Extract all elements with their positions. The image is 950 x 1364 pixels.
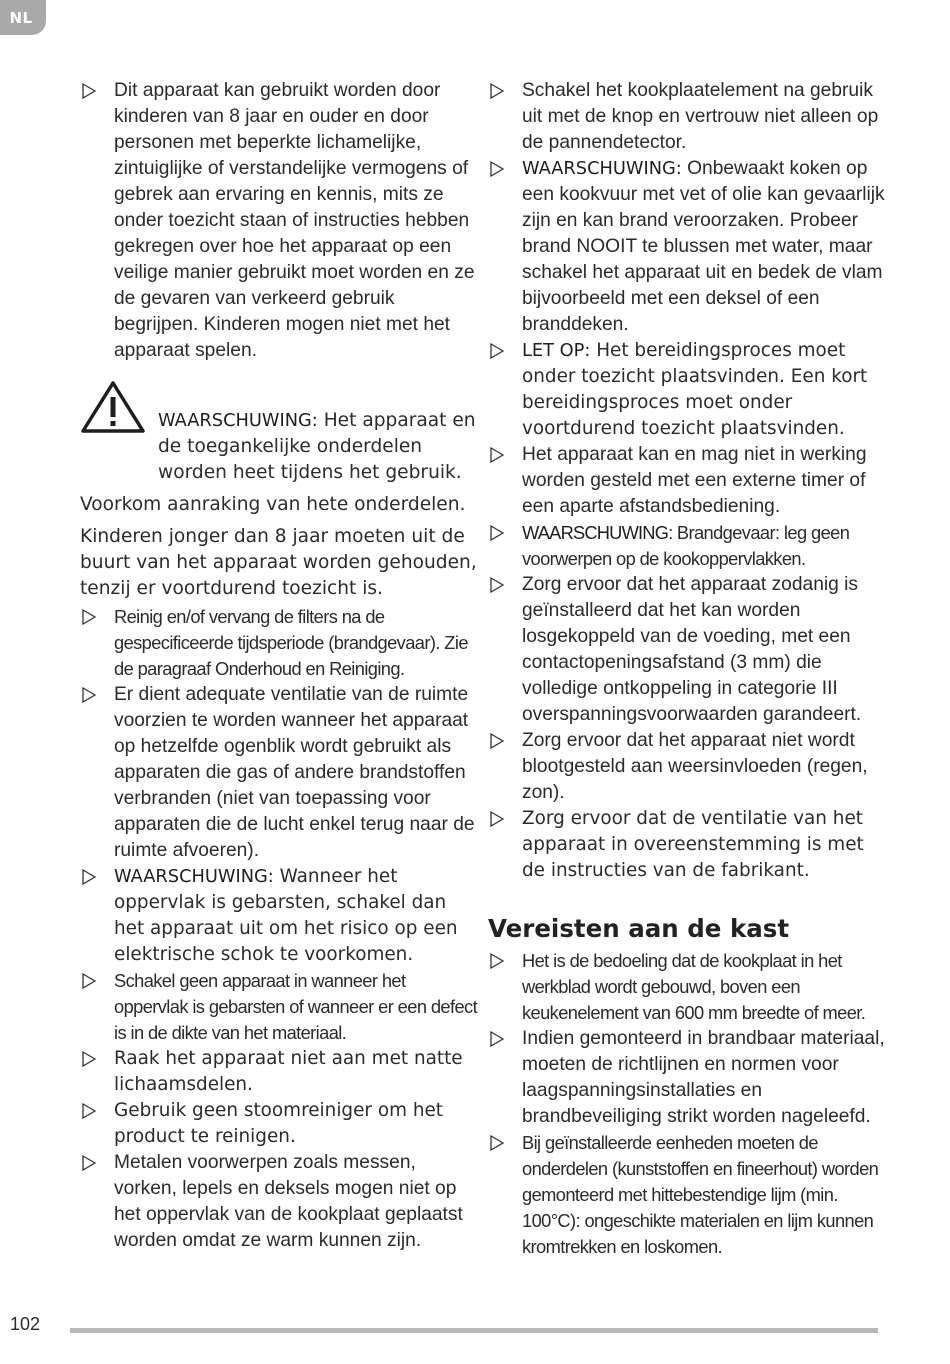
- triangle-bullet-icon: [490, 1031, 504, 1047]
- warning-keyword: WAARSCHUWING:: [522, 522, 673, 543]
- list-item: [80, 682, 480, 864]
- triangle-bullet-icon: [82, 973, 96, 989]
- list-item-text: Het bereidingsproces moet onder toezicht plaatsvinden. Een kort bereidingsproces moet onder voortdurend toezicht plaatsvinden.: [522, 340, 868, 439]
- list-item-text: Raak het apparaat niet aan met natte lichaamsdelen.: [114, 1048, 463, 1095]
- list-item: [80, 968, 480, 1046]
- warning-keyword: WAARSCHUWING:: [158, 410, 318, 431]
- list-item-text: Het apparaat kan en mag niet in werking worden gesteld met een externe timer of een aparte afstandsbediening.: [522, 444, 867, 517]
- triangle-bullet-icon: [490, 733, 504, 749]
- list-item: [488, 572, 888, 728]
- triangle-bullet-icon: [82, 687, 96, 703]
- page-number: 102: [10, 1314, 41, 1334]
- list-item: [488, 1026, 888, 1130]
- warning-text: Het apparaat en de toegankelijke onderdelen worden heet tijdens het gebruik.: [158, 410, 476, 483]
- warning-paragraph: Voorkom aanraking van hete onderdelen.: [80, 494, 466, 515]
- triangle-bullet-icon: [82, 1103, 96, 1119]
- list-item: [80, 864, 480, 968]
- warning-keyword: WAARSCHUWING:: [114, 866, 274, 887]
- triangle-bullet-icon: [82, 83, 96, 99]
- list-item: [488, 156, 888, 338]
- left-column: [80, 78, 480, 1254]
- list-item: [80, 604, 480, 682]
- triangle-bullet-icon: [490, 811, 504, 827]
- triangle-bullet-icon: [490, 1135, 504, 1151]
- list-item: [488, 1130, 888, 1260]
- list-item: [488, 520, 888, 572]
- triangle-bullet-icon: [82, 1051, 96, 1067]
- list-item-text: Er dient adequate ventilatie van de ruimte voorzien te worden wanneer het apparaat op hetzelfde ogenblik wordt gebruikt als apparaten die gas of andere brandstoffen verbranden (niet van toepassing voor apparaten die de lucht enkel terug naar de ruimte afvoeren).: [114, 684, 475, 861]
- list-item: [488, 78, 888, 156]
- triangle-bullet-icon: [490, 577, 504, 593]
- list-item-text: Reinig en/of vervang de filters na de gespecificeerde tijdsperiode (brandgevaar). Zie de paragraaf Onderhoud en Reiniging.: [114, 606, 468, 679]
- list-item: [488, 728, 888, 806]
- list-item: [488, 338, 888, 442]
- list-item: [80, 78, 480, 364]
- list-item-text: Gebruik geen stoomreiniger om het product te reinigen.: [114, 1100, 444, 1147]
- list-item-text: Onbewaakt koken op een kookvuur met vet of olie kan gevaarlijk zijn en kan brand veroorzaken. Probeer brand NOOIT te blussen met water, maar schakel het apparaat uit en bedek de vlam bijvoorbeeld met een deksel of een branddeken.: [522, 158, 885, 335]
- warning-paragraph: Kinderen jonger dan 8 jaar moeten uit de buurt van het apparaat worden gehouden, tenzij er voortdurend toezicht is.: [80, 526, 477, 599]
- list-item-text: Schakel geen apparaat in wanneer het oppervlak is gebarsten of wanneer er een defect is in de dikte van het materiaal.: [114, 970, 478, 1043]
- list-item-text: Schakel het kookplaatelement na gebruik uit met de knop en vertrouw niet alleen op de pannendetector.: [522, 80, 879, 153]
- warning-triangle-icon: [80, 380, 146, 434]
- caution-keyword: LET OP:: [522, 340, 591, 361]
- triangle-bullet-icon: [490, 447, 504, 463]
- list-item: [80, 1098, 480, 1150]
- list-item-text: Het is de bedoeling dat de kookplaat in het werkblad wordt gebouwd, boven een keukenelement van 600 mm breedte of meer.: [522, 950, 866, 1023]
- warning-block: [80, 378, 480, 602]
- triangle-bullet-icon: [82, 1155, 96, 1171]
- triangle-bullet-icon: [490, 525, 504, 541]
- list-item-text: Zorg ervoor dat het apparaat zodanig is geïnstalleerd dat het kan worden losgekoppeld van de voeding, met een contactopeningsafstand (3 mm) die volledige ontkoppeling in categorie III overspanningsvoorwaarden garandeert.: [522, 574, 862, 725]
- list-item-text: Brandgevaar: leg geen voorwerpen op de kookoppervlakken.: [522, 522, 850, 569]
- list-item: [488, 948, 888, 1026]
- language-badge: NL: [0, 0, 46, 35]
- list-item-text: Bij geïnstalleerde eenheden moeten de onderdelen (kunststoffen en fineerhout) worden gemonteerd met hittebestendige lijm (min. 100°C): ongeschikte materialen en lijm kunnen kromtrekken en loskomen.: [522, 1132, 879, 1257]
- right-column: [488, 78, 888, 1260]
- section-title: Vereisten aan de kast: [488, 914, 790, 943]
- list-item: [80, 1150, 480, 1254]
- list-item-text: Metalen voorwerpen zoals messen, vorken, lepels en deksels mogen niet op het oppervlak van de kookplaat geplaatst worden omdat ze warm kunnen zijn.: [114, 1152, 463, 1251]
- list-item-text: Zorg ervoor dat de ventilatie van het apparaat in overeenstemming is met de instructies van de fabrikant.: [522, 808, 864, 881]
- warning-keyword: WAARSCHUWING:: [522, 158, 682, 179]
- triangle-bullet-icon: [490, 161, 504, 177]
- list-item: [488, 806, 888, 884]
- list-item-text: Dit apparaat kan gebruikt worden door kinderen van 8 jaar en ouder en door personen met beperkte lichamelijke, zintuiglijke of verstandelijke vermogens of gebrek aan ervaring en kennis, mits ze onder toezicht staan of instructies hebben gekregen over hoe het apparaat op een veilige manier gebruikt moet worden en ze de gevaren van verkeerd gebruik begrijpen. Kinderen mogen niet met het apparaat spelen.: [114, 80, 475, 361]
- triangle-bullet-icon: [490, 343, 504, 359]
- list-item-text: Indien gemonteerd in brandbaar materiaal, moeten de richtlijnen en normen voor laagspanningsinstallaties en brandbeveiliging strikt worden nageleefd.: [522, 1028, 885, 1127]
- list-item-text: Wanneer het oppervlak is gebarsten, schakel dan het apparaat uit om het risico op een elektrische schok te voorkomen.: [114, 866, 458, 965]
- list-item: [488, 442, 888, 520]
- list-item-text: Zorg ervoor dat het apparaat niet wordt blootgesteld aan weersinvloeden (regen, zon).: [522, 730, 868, 803]
- triangle-bullet-icon: [82, 869, 96, 885]
- triangle-bullet-icon: [490, 83, 504, 99]
- triangle-bullet-icon: [82, 609, 96, 625]
- triangle-bullet-icon: [490, 953, 504, 969]
- list-item: [80, 1046, 480, 1098]
- footer-divider: [70, 1328, 878, 1333]
